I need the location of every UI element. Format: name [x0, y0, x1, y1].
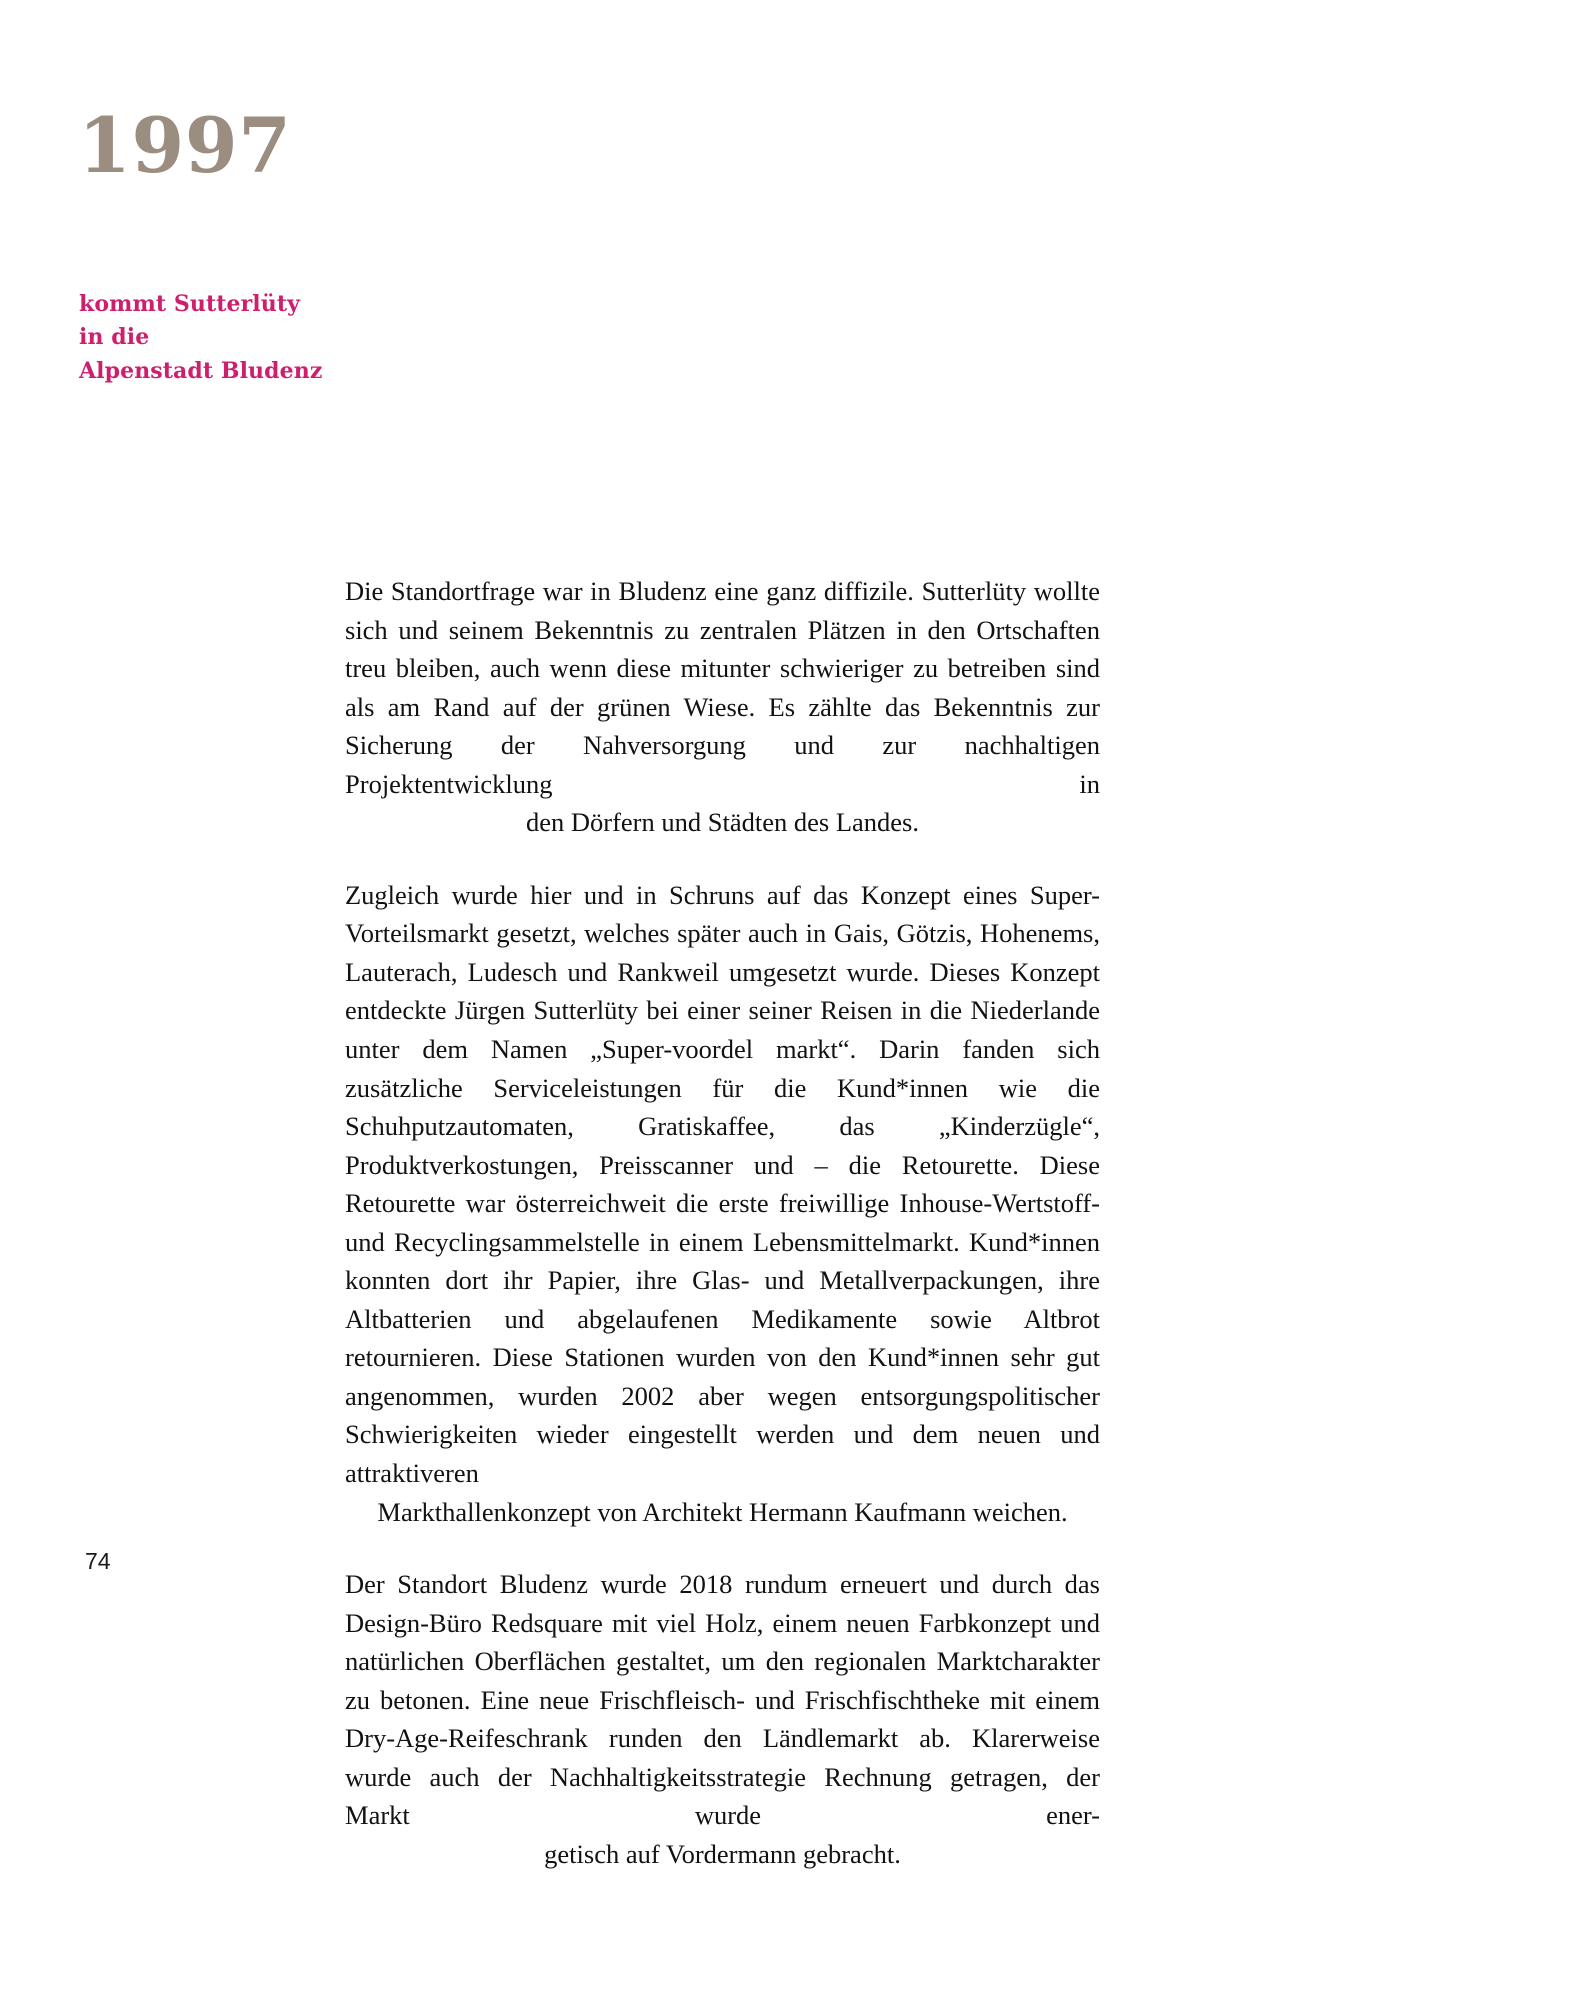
- paragraph-3-flow: Der Standort Bludenz wurde 2018 rundum erneuert und durch das Design-Büro Redsquare mit viel Holz, einem neuen Farbkonzept und natürlichen Oberflächen gestaltet, um den regionalen Marktcharakter zu betonen. Eine neue Frischfleisch- und Frischfischtheke mit einem Dry-Age-Reifeschrank runden den Ländlemarkt ab. Klarerweise wurde auch der Nachhaltigkeitsstrategie Rechnung getragen, der Markt wurde ener-: [345, 1569, 1100, 1831]
- paragraph-2-flow: Zugleich wurde hier und in Schruns auf das Konzept eines Super-Vorteilsmarkt gesetzt, welches später auch in Gais, Götzis, Hohenems, Lauterach, Ludesch und Rankweil umgesetzt wurde. Dieses Konzept entdeckte Jürgen Sutterlüty bei einer seiner Reisen in die Niederlande unter dem Namen „Super-voordel markt“. Darin fanden sich zusätzliche Serviceleistungen für die Kund*innen wie die Schuhputzautomaten, Gratiskaffee, das „Kinderzügle“, Produktverkostungen, Preisscanner und – die Retourette. Diese Retourette war österreichweit die erste freiwillige Inhouse-Wertstoff- und Recyclingsammelstelle in einem Lebensmittelmarkt. Kund*innen konnten dort ihr Papier, ihre Glas- und Metallverpackungen, ihre Altbatterien und abgelaufenen Medikamente sowie Altbrot retournieren. Diese Stationen wurden von den Kund*innen sehr gut angenommen, wurden 2002 aber wegen entsorgungspolitischer Schwierigkeiten wieder eingestellt werden und dem neuen und attraktiveren: [345, 879, 1100, 1489]
- paragraph-3-last-line: getisch auf Vordermann gebracht.: [544, 1838, 901, 1869]
- chapter-heading: [79, 288, 322, 388]
- year-display: 1997: [78, 101, 292, 190]
- body-text-column: [345, 572, 1100, 1874]
- paragraph-1: [345, 572, 1100, 842]
- paragraph-3: [345, 1565, 1100, 1873]
- chapter-heading-line-2: in die: [79, 324, 150, 351]
- chapter-heading-line-1: kommt Sutterlüty: [79, 291, 300, 317]
- paragraph-2-last-line: Markthallenkonzept von Architekt Hermann Kaufmann weichen.: [377, 1496, 1068, 1527]
- chapter-heading-line-3: Alpenstadt Bludenz: [79, 357, 323, 384]
- paragraph-2: [345, 876, 1100, 1531]
- page-number: 74: [85, 1548, 111, 1574]
- paragraph-1-flow: Die Standortfrage war in Bludenz eine ganz diffizile. Sutterlüty wollte sich und seinem Bekenntnis zu zentralen Plätzen in den Ortschaften treu bleiben, auch wenn diese mitunter schwieriger zu betreiben sind als am Rand auf der grünen Wiese. Es zählte das Bekenntnis zur Sicherung der Nahversorgung und zur nachhaltigen Projektentwicklung in: [345, 576, 1100, 799]
- paragraph-1-last-line: den Dörfern und Städten des Landes.: [526, 807, 919, 838]
